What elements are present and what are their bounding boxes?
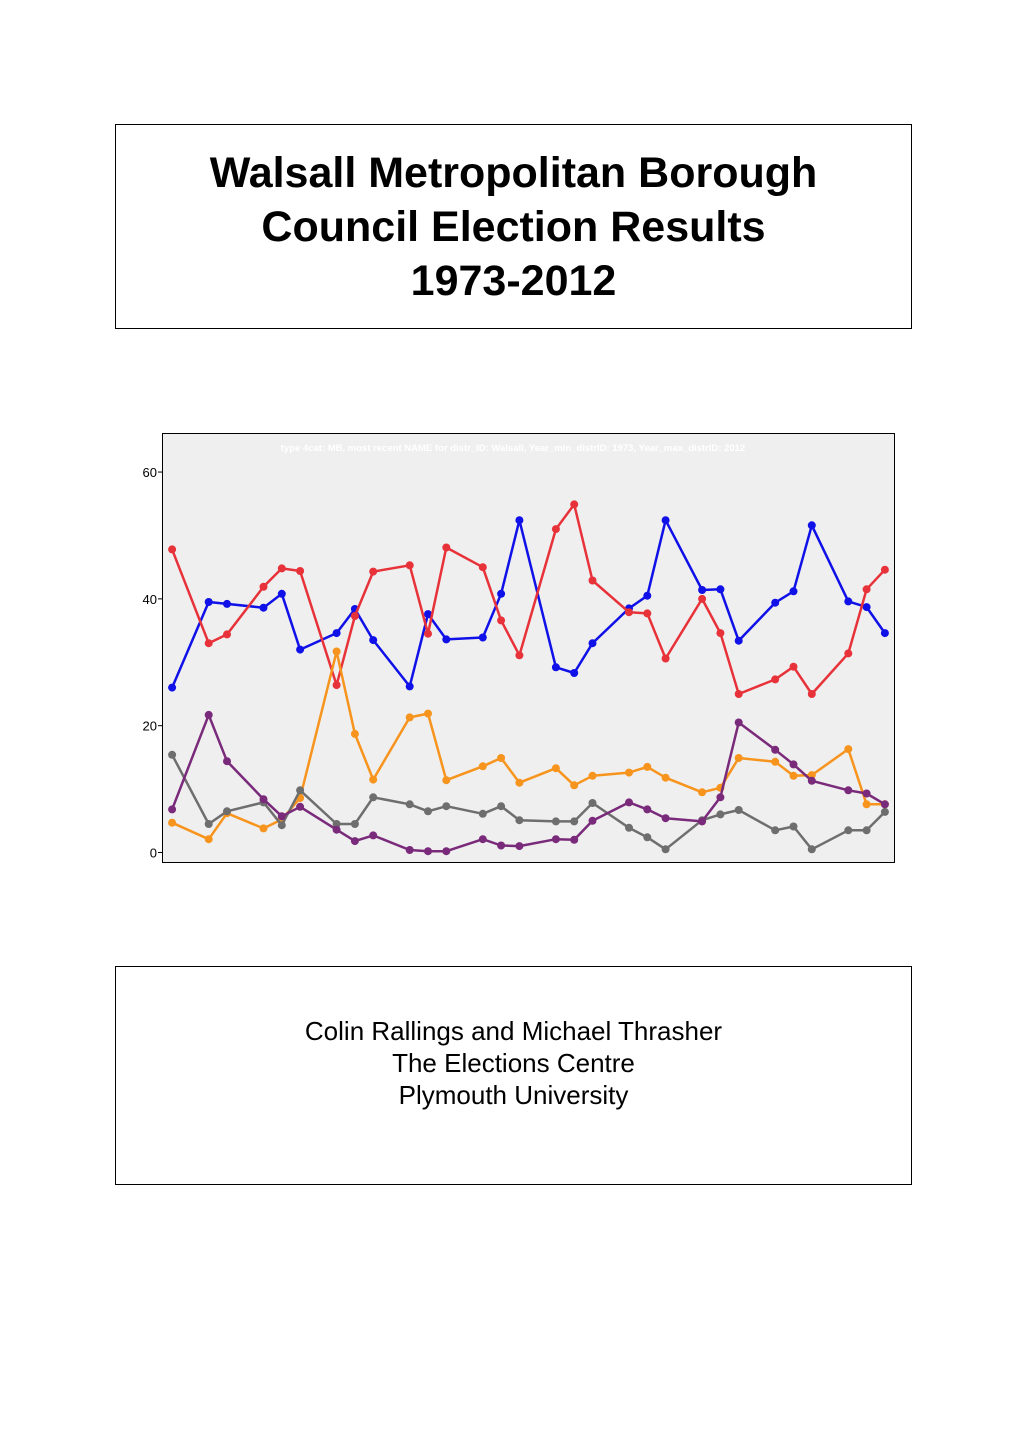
data-point (497, 590, 505, 598)
data-point (771, 826, 779, 834)
data-point (260, 604, 268, 612)
data-point (497, 842, 505, 850)
data-point (790, 772, 798, 780)
data-point (351, 820, 359, 828)
data-point (570, 817, 578, 825)
data-point (790, 587, 798, 595)
data-point (406, 713, 414, 721)
data-point (351, 730, 359, 738)
data-point (351, 837, 359, 845)
data-point (260, 583, 268, 591)
data-point (735, 754, 743, 762)
data-point (479, 835, 487, 843)
data-point (863, 790, 871, 798)
data-point (205, 598, 213, 606)
data-point (278, 812, 286, 820)
credit-centre: The Elections Centre (392, 1048, 635, 1078)
data-point (278, 821, 286, 829)
data-point (552, 817, 560, 825)
title-line-1: Walsall Metropolitan Borough (209, 148, 818, 197)
data-point (205, 711, 213, 719)
data-point (168, 545, 176, 553)
data-point (643, 763, 651, 771)
data-point (333, 629, 341, 637)
data-point (369, 568, 377, 576)
data-point (497, 754, 505, 762)
data-point (790, 823, 798, 831)
data-point (552, 835, 560, 843)
chart-svg (115, 430, 905, 870)
data-point (479, 810, 487, 818)
data-point (808, 777, 816, 785)
data-point (881, 808, 889, 816)
data-point (223, 807, 231, 815)
data-point (771, 675, 779, 683)
data-point (369, 776, 377, 784)
data-point (296, 786, 304, 794)
data-point (771, 599, 779, 607)
data-point (296, 567, 304, 575)
y-tick-label: 20 (142, 718, 157, 734)
credit-authors: Colin Rallings and Michael Thrasher (304, 1016, 723, 1046)
data-point (442, 776, 450, 784)
data-point (333, 681, 341, 689)
data-point (716, 793, 724, 801)
data-point (479, 634, 487, 642)
data-point (844, 649, 852, 657)
data-point (808, 845, 816, 853)
data-point (735, 806, 743, 814)
title-box (115, 124, 912, 329)
data-point (442, 544, 450, 552)
data-point (863, 603, 871, 611)
data-point (424, 630, 432, 638)
data-point (205, 639, 213, 647)
data-point (260, 795, 268, 803)
data-point (570, 836, 578, 844)
data-point (881, 629, 889, 637)
data-point (662, 655, 670, 663)
data-point (863, 585, 871, 593)
data-point (515, 779, 523, 787)
data-point (808, 690, 816, 698)
chart-title: type 4cat: MB, most recent NAME for distr_ID: Walsall, Year_min_distrID: 1973, Year_max_distrID: 2012 (280, 443, 746, 454)
data-point (168, 819, 176, 827)
credits-box (115, 966, 912, 1185)
data-point (625, 824, 633, 832)
data-point (333, 826, 341, 834)
credit-university: Plymouth University (398, 1080, 629, 1110)
data-point (296, 646, 304, 654)
data-point (479, 563, 487, 571)
data-point (351, 612, 359, 620)
data-point (515, 516, 523, 524)
data-point (625, 769, 633, 777)
data-point (662, 516, 670, 524)
data-point (515, 842, 523, 850)
title-line-2: Council Election Results (261, 202, 766, 251)
data-point (570, 781, 578, 789)
data-point (863, 826, 871, 834)
data-point (552, 525, 560, 533)
data-point (589, 577, 597, 585)
data-point (716, 810, 724, 818)
y-tick-label: 40 (142, 591, 157, 607)
data-point (844, 597, 852, 605)
data-point (881, 566, 889, 574)
data-point (570, 500, 578, 508)
data-point (168, 751, 176, 759)
data-point (808, 521, 816, 529)
data-point (698, 586, 706, 594)
vote-share-chart (115, 430, 905, 870)
data-point (442, 802, 450, 810)
data-point (205, 835, 213, 843)
data-point (369, 793, 377, 801)
data-point (424, 847, 432, 855)
data-point (223, 757, 231, 765)
data-point (406, 682, 414, 690)
data-point (497, 616, 505, 624)
data-point (643, 805, 651, 813)
data-point (369, 636, 377, 644)
data-point (625, 608, 633, 616)
data-point (662, 845, 670, 853)
data-point (662, 814, 670, 822)
data-point (205, 820, 213, 828)
data-point (625, 798, 633, 806)
data-point (698, 817, 706, 825)
data-point (406, 800, 414, 808)
data-point (260, 824, 268, 832)
data-point (223, 630, 231, 638)
data-point (424, 710, 432, 718)
data-point (589, 817, 597, 825)
data-point (643, 609, 651, 617)
data-point (406, 561, 414, 569)
data-point (369, 831, 377, 839)
data-point (863, 800, 871, 808)
data-point (406, 846, 414, 854)
y-tick-label: 60 (142, 465, 157, 481)
data-point (278, 590, 286, 598)
data-point (771, 758, 779, 766)
data-point (552, 663, 560, 671)
data-point (589, 639, 597, 647)
data-point (844, 786, 852, 794)
data-point (278, 564, 286, 572)
data-point (716, 629, 724, 637)
data-point (662, 774, 670, 782)
data-point (735, 690, 743, 698)
data-point (168, 805, 176, 813)
data-point (643, 592, 651, 600)
data-point (643, 833, 651, 841)
data-point (844, 826, 852, 834)
plot-area (163, 434, 895, 863)
data-point (844, 745, 852, 753)
data-point (589, 799, 597, 807)
data-point (424, 807, 432, 815)
data-point (442, 847, 450, 855)
y-tick-label: 0 (149, 845, 157, 861)
data-point (881, 800, 889, 808)
y-axis (143, 465, 163, 860)
data-point (168, 684, 176, 692)
data-point (497, 802, 505, 810)
data-point (771, 746, 779, 754)
data-point (223, 600, 231, 608)
data-point (296, 803, 304, 811)
data-point (716, 585, 724, 593)
data-point (515, 816, 523, 824)
data-point (698, 595, 706, 603)
data-point (735, 637, 743, 645)
data-point (589, 772, 597, 780)
data-point (552, 764, 560, 772)
data-point (479, 762, 487, 770)
data-point (515, 651, 523, 659)
data-point (442, 635, 450, 643)
data-point (790, 663, 798, 671)
data-point (570, 669, 578, 677)
data-point (698, 788, 706, 796)
data-point (333, 648, 341, 656)
data-point (790, 760, 798, 768)
title-line-3: 1973-2012 (410, 256, 617, 305)
data-point (735, 719, 743, 727)
